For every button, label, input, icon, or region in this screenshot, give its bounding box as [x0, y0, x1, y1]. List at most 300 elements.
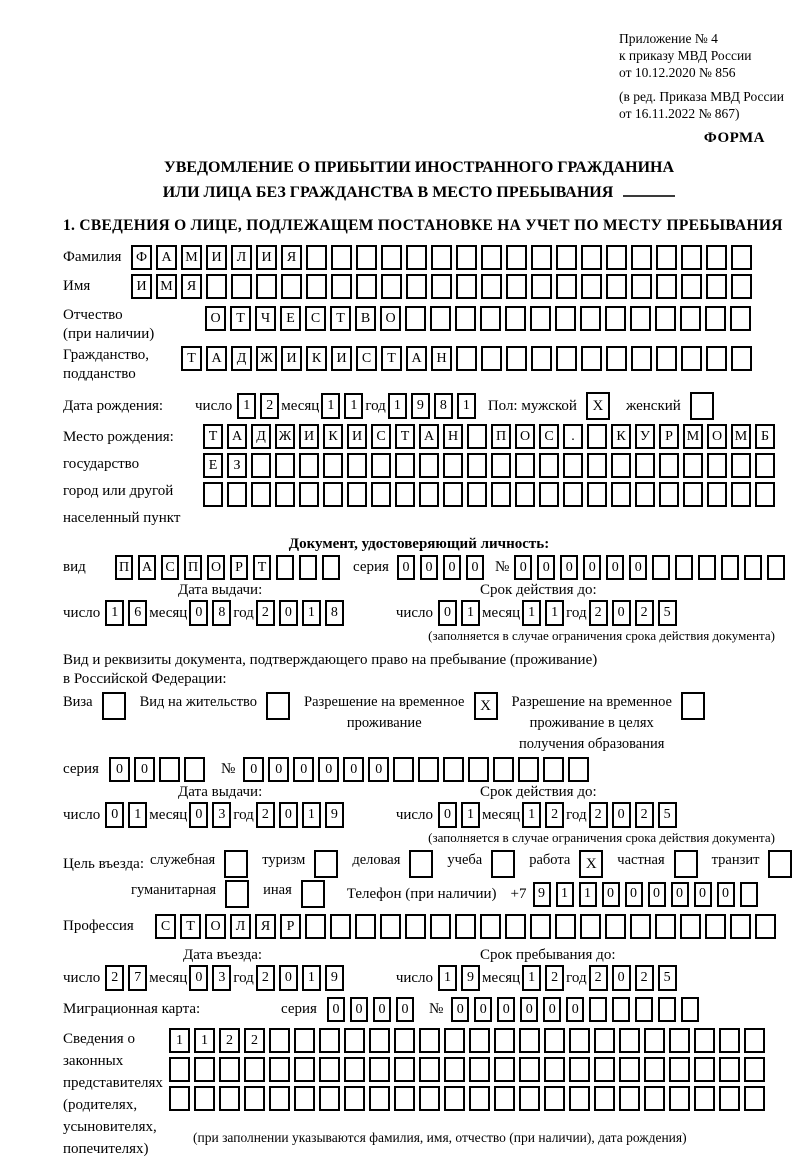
form-cell[interactable] — [269, 1057, 290, 1082]
form-cell[interactable] — [231, 274, 252, 299]
form-cell[interactable] — [619, 1057, 640, 1082]
form-cell[interactable] — [419, 1057, 440, 1082]
form-cell[interactable] — [539, 453, 559, 478]
form-cell[interactable] — [515, 482, 535, 507]
form-cell[interactable]: Б — [755, 424, 775, 449]
form-cell[interactable] — [491, 453, 511, 478]
form-cell[interactable] — [169, 1086, 190, 1111]
form-cell[interactable]: 0 — [327, 997, 345, 1022]
form-cell[interactable] — [659, 453, 679, 478]
form-cell[interactable]: Л — [231, 245, 252, 270]
form-cell[interactable]: 0 — [466, 555, 484, 580]
form-cell[interactable] — [706, 346, 727, 371]
form-cell[interactable] — [369, 1086, 390, 1111]
form-cell[interactable]: Т — [395, 424, 415, 449]
form-cell[interactable] — [580, 914, 601, 939]
option-checkbox[interactable] — [314, 850, 338, 878]
form-cell[interactable] — [456, 274, 477, 299]
form-cell[interactable] — [419, 482, 439, 507]
form-cell[interactable] — [269, 1086, 290, 1111]
form-cell[interactable] — [299, 482, 319, 507]
form-cell[interactable]: 0 — [474, 997, 492, 1022]
form-cell[interactable]: 0 — [443, 555, 461, 580]
form-cell[interactable]: 0 — [268, 757, 289, 782]
form-cell[interactable]: И — [299, 424, 319, 449]
form-cell[interactable]: 2 — [635, 802, 654, 828]
form-cell[interactable]: 1 — [105, 600, 124, 626]
option-checkbox[interactable] — [301, 880, 325, 908]
form-cell[interactable]: 1 — [237, 393, 256, 419]
form-cell[interactable]: Р — [659, 424, 679, 449]
form-cell[interactable]: 0 — [717, 882, 735, 907]
form-cell[interactable] — [159, 757, 180, 782]
form-cell[interactable] — [331, 274, 352, 299]
form-cell[interactable] — [694, 1028, 715, 1053]
form-cell[interactable] — [380, 914, 401, 939]
form-cell[interactable]: Т — [181, 346, 202, 371]
form-cell[interactable] — [694, 1057, 715, 1082]
form-cell[interactable]: К — [323, 424, 343, 449]
form-cell[interactable] — [606, 274, 627, 299]
form-cell[interactable]: Н — [443, 424, 463, 449]
form-cell[interactable] — [244, 1057, 265, 1082]
form-cell[interactable]: И — [331, 346, 352, 371]
form-cell[interactable]: 2 — [589, 802, 608, 828]
form-cell[interactable] — [587, 424, 607, 449]
form-cell[interactable] — [406, 274, 427, 299]
form-cell[interactable]: 0 — [625, 882, 643, 907]
form-cell[interactable] — [518, 757, 539, 782]
option-checkbox[interactable] — [409, 850, 433, 878]
form-cell[interactable]: 6 — [128, 600, 147, 626]
form-cell[interactable]: Т — [381, 346, 402, 371]
form-cell[interactable] — [656, 245, 677, 270]
form-cell[interactable]: 0 — [189, 965, 208, 991]
form-cell[interactable] — [721, 555, 739, 580]
form-cell[interactable]: Я — [281, 245, 302, 270]
form-cell[interactable] — [731, 453, 751, 478]
form-cell[interactable] — [481, 245, 502, 270]
form-cell[interactable]: 0 — [279, 965, 298, 991]
form-cell[interactable]: М — [731, 424, 751, 449]
form-cell[interactable] — [493, 757, 514, 782]
form-cell[interactable] — [719, 1086, 740, 1111]
form-cell[interactable]: 1 — [457, 393, 476, 419]
form-cell[interactable]: 2 — [256, 802, 275, 828]
form-cell[interactable]: 0 — [451, 997, 469, 1022]
form-cell[interactable]: В — [355, 306, 376, 331]
form-cell[interactable]: С — [539, 424, 559, 449]
form-cell[interactable] — [405, 306, 426, 331]
form-cell[interactable] — [344, 1028, 365, 1053]
form-cell[interactable] — [630, 914, 651, 939]
form-cell[interactable]: 0 — [612, 600, 631, 626]
form-cell[interactable] — [505, 306, 526, 331]
form-cell[interactable] — [658, 997, 676, 1022]
form-cell[interactable] — [506, 274, 527, 299]
form-cell[interactable] — [194, 1057, 215, 1082]
form-cell[interactable] — [371, 453, 391, 478]
form-cell[interactable]: Т — [203, 424, 223, 449]
form-cell[interactable] — [405, 914, 426, 939]
form-cell[interactable]: Ж — [275, 424, 295, 449]
form-cell[interactable] — [731, 346, 752, 371]
form-cell[interactable] — [347, 453, 367, 478]
form-cell[interactable]: 0 — [189, 802, 208, 828]
form-cell[interactable]: 1 — [388, 393, 407, 419]
form-cell[interactable] — [563, 453, 583, 478]
form-cell[interactable]: 0 — [629, 555, 647, 580]
form-cell[interactable]: С — [371, 424, 391, 449]
form-cell[interactable] — [680, 306, 701, 331]
form-cell[interactable] — [299, 453, 319, 478]
form-cell[interactable] — [294, 1057, 315, 1082]
form-cell[interactable] — [587, 482, 607, 507]
form-cell[interactable]: И — [281, 346, 302, 371]
form-cell[interactable] — [419, 1028, 440, 1053]
form-cell[interactable] — [568, 757, 589, 782]
form-cell[interactable] — [694, 1086, 715, 1111]
form-cell[interactable] — [394, 1086, 415, 1111]
form-cell[interactable]: 2 — [545, 965, 564, 991]
form-cell[interactable] — [519, 1086, 540, 1111]
form-cell[interactable]: Т — [330, 306, 351, 331]
form-cell[interactable]: 2 — [635, 965, 654, 991]
form-cell[interactable] — [319, 1057, 340, 1082]
form-cell[interactable]: 0 — [694, 882, 712, 907]
form-cell[interactable] — [444, 1057, 465, 1082]
form-cell[interactable] — [430, 306, 451, 331]
form-cell[interactable]: Е — [203, 453, 223, 478]
form-cell[interactable] — [323, 453, 343, 478]
form-cell[interactable] — [730, 306, 751, 331]
form-cell[interactable]: О — [207, 555, 225, 580]
form-cell[interactable]: 1 — [461, 600, 480, 626]
form-cell[interactable] — [395, 453, 415, 478]
form-cell[interactable]: 0 — [438, 802, 457, 828]
form-cell[interactable] — [480, 914, 501, 939]
form-cell[interactable] — [469, 1086, 490, 1111]
form-cell[interactable]: С — [305, 306, 326, 331]
form-cell[interactable] — [369, 1057, 390, 1082]
form-cell[interactable]: А — [406, 346, 427, 371]
form-cell[interactable] — [467, 482, 487, 507]
form-cell[interactable] — [344, 1057, 365, 1082]
form-cell[interactable] — [680, 914, 701, 939]
form-cell[interactable]: 9 — [461, 965, 480, 991]
form-cell[interactable] — [755, 482, 775, 507]
form-cell[interactable]: 1 — [522, 965, 541, 991]
form-cell[interactable] — [406, 245, 427, 270]
form-cell[interactable] — [619, 1086, 640, 1111]
form-cell[interactable] — [481, 274, 502, 299]
form-cell[interactable] — [395, 482, 415, 507]
form-cell[interactable] — [256, 274, 277, 299]
form-cell[interactable] — [563, 482, 583, 507]
form-cell[interactable] — [455, 914, 476, 939]
form-cell[interactable] — [331, 245, 352, 270]
form-cell[interactable] — [381, 245, 402, 270]
form-cell[interactable] — [371, 482, 391, 507]
form-cell[interactable] — [494, 1057, 515, 1082]
form-cell[interactable] — [469, 1057, 490, 1082]
form-cell[interactable] — [444, 1086, 465, 1111]
form-cell[interactable]: 1 — [545, 600, 564, 626]
form-cell[interactable]: С — [155, 914, 176, 939]
form-cell[interactable]: 1 — [128, 802, 147, 828]
option-checkbox[interactable]: X — [474, 692, 498, 720]
form-cell[interactable]: 1 — [169, 1028, 190, 1053]
form-cell[interactable] — [481, 346, 502, 371]
form-cell[interactable] — [468, 757, 489, 782]
form-cell[interactable] — [519, 1028, 540, 1053]
form-cell[interactable] — [455, 306, 476, 331]
form-cell[interactable]: 1 — [556, 882, 574, 907]
form-cell[interactable] — [681, 245, 702, 270]
form-cell[interactable] — [706, 274, 727, 299]
form-cell[interactable]: 2 — [589, 600, 608, 626]
form-cell[interactable] — [631, 245, 652, 270]
form-cell[interactable] — [555, 306, 576, 331]
form-cell[interactable] — [731, 274, 752, 299]
form-cell[interactable]: А — [206, 346, 227, 371]
form-cell[interactable]: 0 — [134, 757, 155, 782]
form-cell[interactable] — [730, 914, 751, 939]
form-cell[interactable] — [531, 274, 552, 299]
form-cell[interactable]: М — [683, 424, 703, 449]
form-cell[interactable]: 8 — [325, 600, 344, 626]
form-cell[interactable] — [539, 482, 559, 507]
form-cell[interactable]: 0 — [318, 757, 339, 782]
form-cell[interactable] — [275, 453, 295, 478]
form-cell[interactable] — [294, 1086, 315, 1111]
form-cell[interactable]: Р — [230, 555, 248, 580]
form-cell[interactable]: 0 — [560, 555, 578, 580]
form-cell[interactable]: 0 — [189, 600, 208, 626]
form-cell[interactable] — [555, 914, 576, 939]
form-cell[interactable] — [431, 245, 452, 270]
form-cell[interactable]: К — [611, 424, 631, 449]
form-cell[interactable] — [431, 274, 452, 299]
form-cell[interactable]: 1 — [522, 600, 541, 626]
form-cell[interactable]: 8 — [212, 600, 231, 626]
form-cell[interactable] — [556, 245, 577, 270]
form-cell[interactable] — [294, 1028, 315, 1053]
form-cell[interactable]: 2 — [105, 965, 124, 991]
form-cell[interactable]: 0 — [109, 757, 130, 782]
form-cell[interactable] — [444, 1028, 465, 1053]
form-cell[interactable]: 9 — [325, 802, 344, 828]
form-cell[interactable] — [767, 555, 785, 580]
form-cell[interactable] — [184, 757, 205, 782]
form-cell[interactable]: П — [115, 555, 133, 580]
option-checkbox[interactable] — [674, 850, 698, 878]
form-cell[interactable]: 0 — [514, 555, 532, 580]
form-cell[interactable]: 0 — [279, 802, 298, 828]
form-cell[interactable] — [369, 1028, 390, 1053]
form-cell[interactable] — [755, 453, 775, 478]
form-cell[interactable] — [630, 306, 651, 331]
form-cell[interactable]: 9 — [533, 882, 551, 907]
form-cell[interactable]: 0 — [420, 555, 438, 580]
form-cell[interactable] — [669, 1057, 690, 1082]
form-cell[interactable] — [644, 1086, 665, 1111]
form-cell[interactable] — [306, 274, 327, 299]
form-cell[interactable] — [227, 482, 247, 507]
form-cell[interactable] — [635, 997, 653, 1022]
form-cell[interactable]: 0 — [566, 997, 584, 1022]
form-cell[interactable] — [605, 914, 626, 939]
form-cell[interactable]: Ф — [131, 245, 152, 270]
form-cell[interactable]: А — [419, 424, 439, 449]
form-cell[interactable]: З — [227, 453, 247, 478]
form-cell[interactable] — [675, 555, 693, 580]
form-cell[interactable]: 0 — [671, 882, 689, 907]
male-checkbox[interactable]: X — [586, 392, 610, 420]
form-cell[interactable] — [515, 453, 535, 478]
form-cell[interactable] — [681, 274, 702, 299]
form-cell[interactable]: О — [205, 914, 226, 939]
form-cell[interactable] — [569, 1086, 590, 1111]
form-cell[interactable] — [203, 482, 223, 507]
form-cell[interactable] — [683, 453, 703, 478]
form-cell[interactable] — [419, 453, 439, 478]
form-cell[interactable]: Я — [181, 274, 202, 299]
form-cell[interactable]: М — [156, 274, 177, 299]
form-cell[interactable] — [443, 453, 463, 478]
form-cell[interactable]: У — [635, 424, 655, 449]
form-cell[interactable] — [244, 1086, 265, 1111]
form-cell[interactable] — [319, 1028, 340, 1053]
form-cell[interactable] — [744, 1086, 765, 1111]
form-cell[interactable]: Т — [230, 306, 251, 331]
form-cell[interactable] — [731, 482, 751, 507]
form-cell[interactable]: 2 — [260, 393, 279, 419]
form-cell[interactable]: 1 — [438, 965, 457, 991]
form-cell[interactable]: 1 — [194, 1028, 215, 1053]
form-cell[interactable] — [569, 1028, 590, 1053]
form-cell[interactable] — [443, 482, 463, 507]
form-cell[interactable] — [394, 1028, 415, 1053]
form-cell[interactable] — [506, 346, 527, 371]
form-cell[interactable]: 1 — [302, 600, 321, 626]
form-cell[interactable] — [606, 245, 627, 270]
form-cell[interactable]: 0 — [606, 555, 624, 580]
form-cell[interactable] — [731, 245, 752, 270]
form-cell[interactable] — [299, 555, 317, 580]
form-cell[interactable] — [275, 482, 295, 507]
form-cell[interactable] — [698, 555, 716, 580]
form-cell[interactable] — [194, 1086, 215, 1111]
form-cell[interactable] — [443, 757, 464, 782]
form-cell[interactable] — [344, 1086, 365, 1111]
form-cell[interactable] — [705, 306, 726, 331]
form-cell[interactable]: 2 — [589, 965, 608, 991]
form-cell[interactable]: 1 — [461, 802, 480, 828]
form-cell[interactable] — [619, 1028, 640, 1053]
form-cell[interactable] — [394, 1057, 415, 1082]
form-cell[interactable] — [494, 1086, 515, 1111]
form-cell[interactable]: А — [227, 424, 247, 449]
form-cell[interactable]: И — [347, 424, 367, 449]
form-cell[interactable] — [719, 1028, 740, 1053]
form-cell[interactable]: О — [707, 424, 727, 449]
form-cell[interactable] — [322, 555, 340, 580]
form-cell[interactable] — [543, 757, 564, 782]
form-cell[interactable]: О — [515, 424, 535, 449]
form-cell[interactable] — [519, 1057, 540, 1082]
form-cell[interactable]: С — [161, 555, 179, 580]
form-cell[interactable] — [251, 482, 271, 507]
form-cell[interactable]: П — [184, 555, 202, 580]
form-cell[interactable]: С — [356, 346, 377, 371]
form-cell[interactable]: 1 — [302, 965, 321, 991]
form-cell[interactable]: Д — [231, 346, 252, 371]
form-cell[interactable] — [419, 1086, 440, 1111]
form-cell[interactable]: 3 — [212, 965, 231, 991]
form-cell[interactable] — [319, 1086, 340, 1111]
form-cell[interactable] — [707, 453, 727, 478]
form-cell[interactable] — [456, 245, 477, 270]
form-cell[interactable]: Л — [230, 914, 251, 939]
form-cell[interactable] — [306, 245, 327, 270]
form-cell[interactable] — [744, 1028, 765, 1053]
form-cell[interactable] — [219, 1057, 240, 1082]
form-cell[interactable] — [469, 1028, 490, 1053]
form-cell[interactable]: 0 — [368, 757, 389, 782]
form-cell[interactable]: Р — [280, 914, 301, 939]
form-cell[interactable] — [356, 274, 377, 299]
form-cell[interactable] — [355, 914, 376, 939]
form-cell[interactable] — [594, 1086, 615, 1111]
form-cell[interactable] — [707, 482, 727, 507]
form-cell[interactable] — [644, 1057, 665, 1082]
form-cell[interactable] — [281, 274, 302, 299]
form-cell[interactable] — [659, 482, 679, 507]
form-cell[interactable] — [531, 346, 552, 371]
form-cell[interactable] — [581, 245, 602, 270]
form-cell[interactable] — [276, 555, 294, 580]
form-cell[interactable] — [418, 757, 439, 782]
form-cell[interactable] — [251, 453, 271, 478]
form-cell[interactable] — [580, 306, 601, 331]
form-cell[interactable] — [494, 1028, 515, 1053]
form-cell[interactable]: 1 — [344, 393, 363, 419]
form-cell[interactable] — [587, 453, 607, 478]
form-cell[interactable]: 0 — [537, 555, 555, 580]
form-cell[interactable]: Н — [431, 346, 452, 371]
form-cell[interactable]: 3 — [212, 802, 231, 828]
form-cell[interactable] — [611, 453, 631, 478]
form-cell[interactable] — [652, 555, 670, 580]
form-cell[interactable]: О — [205, 306, 226, 331]
form-cell[interactable] — [206, 274, 227, 299]
form-cell[interactable] — [506, 245, 527, 270]
form-cell[interactable]: 9 — [325, 965, 344, 991]
form-cell[interactable] — [635, 482, 655, 507]
form-cell[interactable]: 2 — [256, 965, 275, 991]
form-cell[interactable] — [467, 453, 487, 478]
form-cell[interactable] — [606, 346, 627, 371]
form-cell[interactable] — [219, 1086, 240, 1111]
form-cell[interactable]: 1 — [321, 393, 340, 419]
form-cell[interactable] — [544, 1086, 565, 1111]
form-cell[interactable] — [705, 914, 726, 939]
form-cell[interactable]: 7 — [128, 965, 147, 991]
form-cell[interactable] — [381, 274, 402, 299]
form-cell[interactable] — [655, 306, 676, 331]
form-cell[interactable]: 2 — [244, 1028, 265, 1053]
